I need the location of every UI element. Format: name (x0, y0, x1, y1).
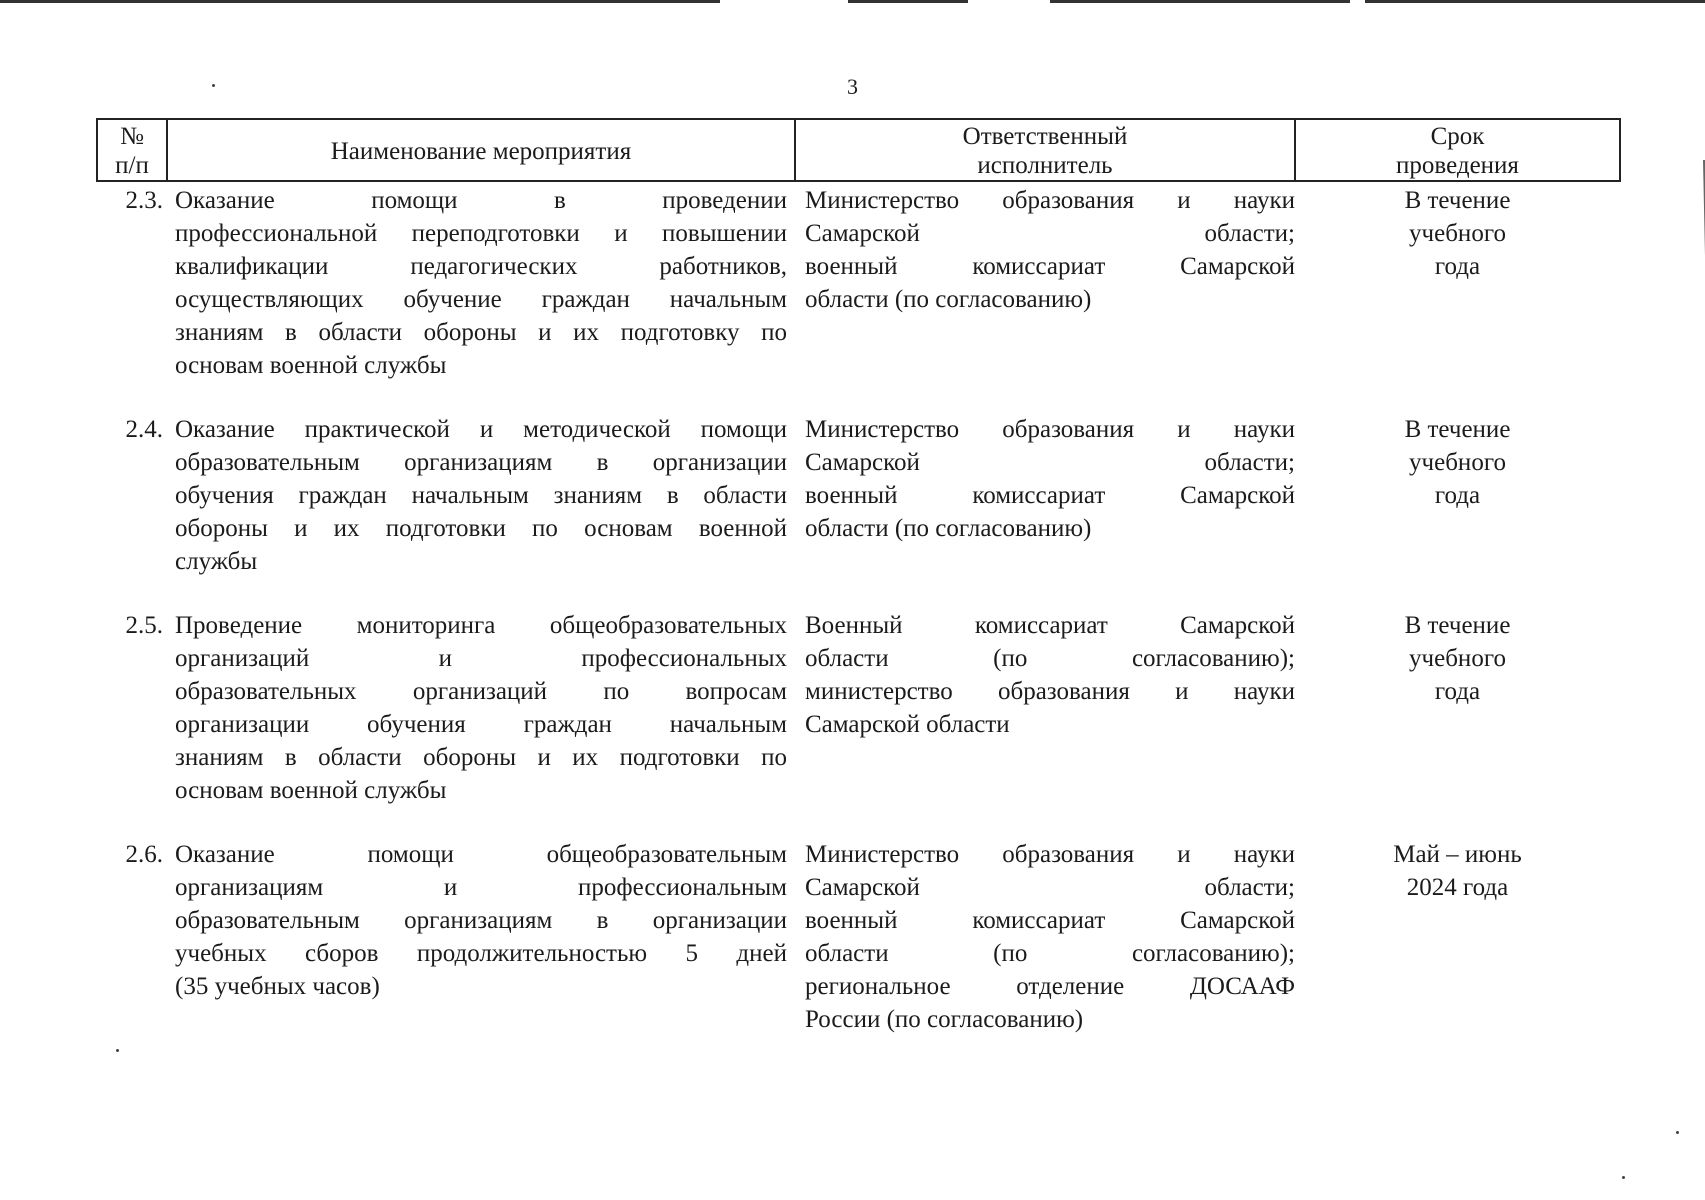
page-number: 3 (847, 74, 858, 99)
event-name-line: образовательным организациям в организации (175, 907, 787, 934)
event-name-line: профессиональной переподготовки и повышении (175, 220, 787, 247)
row-number: 2.4. (125, 416, 163, 443)
header-number-line: п/п (115, 152, 149, 179)
event-name-line: Оказание помощи в проведении (175, 187, 787, 214)
responsible-executor-line: Министерство образования и науки (805, 187, 1295, 214)
row-number: 2.5. (125, 612, 163, 639)
event-name-line: (35 учебных часов) (175, 973, 380, 1000)
event-name (167, 413, 795, 609)
responsible-executor-line: военный комиссариат Самарской (805, 907, 1295, 934)
responsible-executor-line: Самарской области; (805, 449, 1295, 476)
responsible-executor-line: области (по согласованию) (805, 515, 1092, 542)
table-row (97, 413, 1620, 609)
responsible-executor-line: Министерство образования и науки (805, 416, 1295, 443)
scan-edge-line (0, 0, 720, 3)
event-name-line: службы (175, 548, 258, 575)
table-row (97, 181, 1620, 413)
event-name-line: Оказание помощи общеобразовательным (175, 841, 787, 868)
responsible-executor (795, 609, 1295, 838)
event-name-line: обучения граждан начальным знаниям в области (175, 482, 787, 509)
event-term-line: учебного (1409, 645, 1506, 672)
event-name-line: основам военной службы (175, 777, 447, 804)
event-name-line: организации обучения граждан начальным (175, 711, 787, 738)
header-event-name: Наименование мероприятия (167, 119, 795, 181)
event-term-line: года (1434, 253, 1481, 280)
event-name-line: учебных сборов продолжительностью 5 дней (175, 940, 787, 967)
header-responsible-line: Ответственный (962, 123, 1128, 150)
event-name-line: Оказание практической и методической помощи (175, 416, 787, 443)
responsible-executor-line: Самарской области; (805, 220, 1295, 247)
event-term-line: учебного (1409, 449, 1506, 476)
event-term-line: В течение (1404, 612, 1511, 639)
responsible-executor-line: Самарской области (805, 711, 1010, 738)
scan-edge-line (1365, 0, 1705, 3)
responsible-executor-line: региональное отделение ДОСААФ (805, 973, 1295, 1000)
responsible-executor (795, 413, 1295, 609)
scan-dot (1676, 1131, 1679, 1134)
event-term-line: В течение (1404, 416, 1511, 443)
responsible-executor-line: военный комиссариат Самарской (805, 482, 1295, 509)
event-term-line: учебного (1409, 220, 1506, 247)
event-term (1295, 413, 1620, 609)
event-name-line: организаций и профессиональных (175, 645, 787, 672)
scan-edge-line (848, 0, 968, 3)
responsible-executor-line: области (по согласованию); (805, 645, 1295, 672)
responsible-executor-line: Самарской области; (805, 874, 1295, 901)
event-term (1295, 838, 1620, 1067)
scan-dot (1622, 1176, 1625, 1179)
event-term-line: В течение (1404, 187, 1511, 214)
event-term-line: года (1434, 678, 1481, 705)
row-number: 2.6. (125, 841, 163, 868)
event-term-line: 2024 года (1406, 874, 1509, 901)
events-table (96, 118, 1621, 1067)
table-header-row (97, 119, 1620, 181)
event-term (1295, 609, 1620, 838)
event-name (167, 838, 795, 1067)
table-row (97, 838, 1620, 1067)
header-term-line: проведения (1396, 152, 1519, 179)
event-name-line: обороны и их подготовки по основам военной (175, 515, 787, 542)
event-name-line: осуществляющих обучение граждан начальным (175, 286, 787, 313)
responsible-executor-line: России (по согласованию) (805, 1006, 1084, 1033)
responsible-executor (795, 181, 1295, 413)
event-name-line: Проведение мониторинга общеобразовательных (175, 612, 787, 639)
event-name-line: знаниям в области обороны и их подготовку по (175, 319, 787, 346)
event-term-line: года (1434, 482, 1481, 509)
event-name (167, 609, 795, 838)
table-row (97, 609, 1620, 838)
responsible-executor-line: Министерство образования и науки (805, 841, 1295, 868)
row-number: 2.3. (125, 187, 163, 214)
event-name-line: знаниям в области обороны и их подготовки по (175, 744, 787, 771)
event-name-line: образовательных организаций по вопросам (175, 678, 787, 705)
header-responsible (795, 119, 1295, 181)
event-name-line: квалификации педагогических работников, (175, 253, 787, 280)
header-number (97, 119, 167, 181)
responsible-executor-line: области (по согласованию); (805, 940, 1295, 967)
event-name-line: образовательным организациям в организации (175, 449, 787, 476)
responsible-executor-line: Военный комиссариат Самарской (805, 612, 1295, 639)
responsible-executor (795, 838, 1295, 1067)
header-responsible-line: исполнитель (977, 152, 1113, 179)
header-term-line: Срок (1430, 123, 1485, 150)
event-name (167, 181, 795, 413)
event-term (1295, 181, 1620, 413)
scan-edge-line (1050, 0, 1350, 3)
header-term (1295, 119, 1620, 181)
header-number-line: № (120, 123, 144, 150)
event-name-line: организациям и профессиональным (175, 874, 787, 901)
event-term-line: Май – июнь (1393, 841, 1522, 868)
responsible-executor-line: министерство образования и науки (805, 678, 1295, 705)
responsible-executor-line: военный комиссариат Самарской (805, 253, 1295, 280)
event-name-line: основам военной службы (175, 352, 447, 379)
responsible-executor-line: области (по согласованию) (805, 286, 1092, 313)
